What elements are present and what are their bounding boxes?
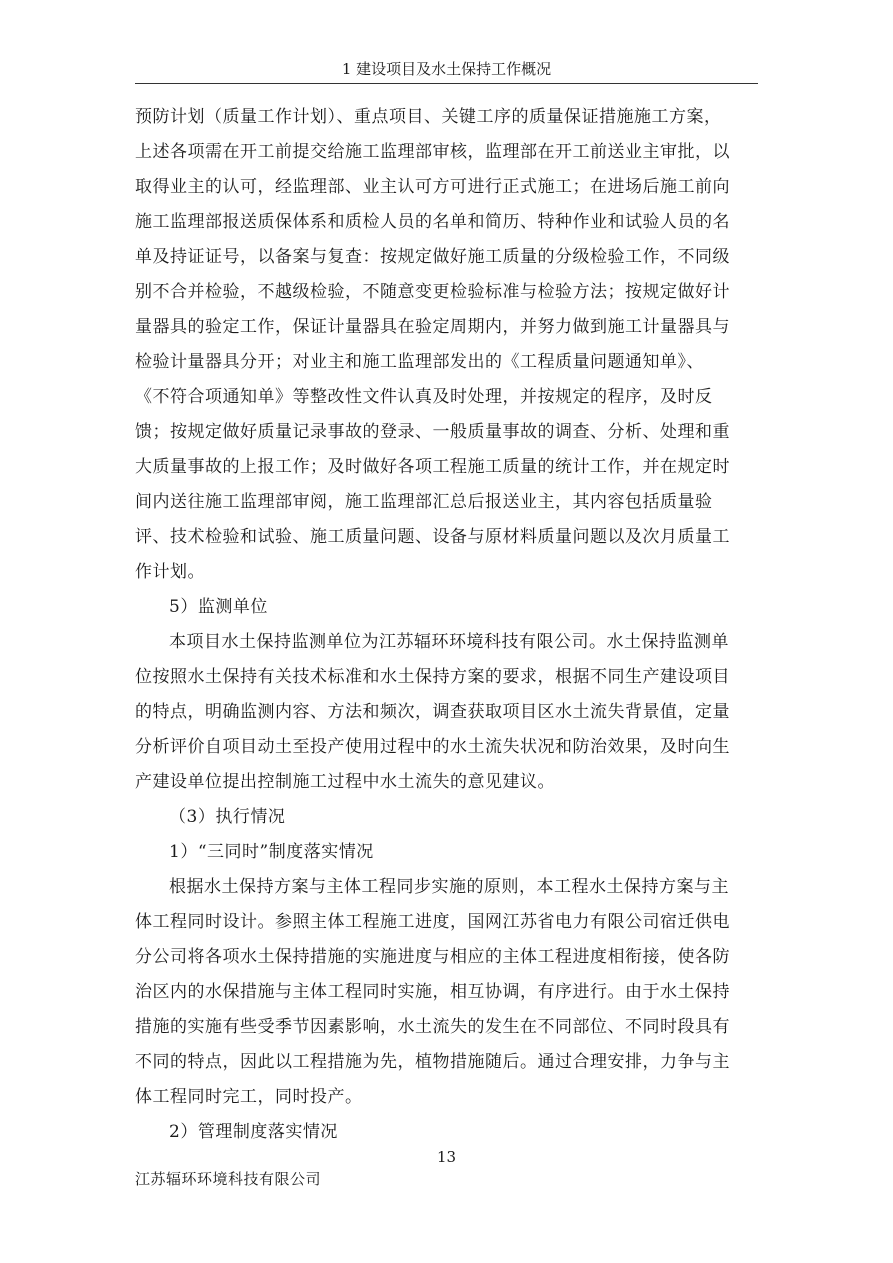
text-line: 产建设单位提出控制施工过程中水土流失的意见建议。 [135, 772, 555, 792]
text-line: 不同的特点，因此以工程措施为先，植物措施随后。通过合理安排，力争与主 [135, 1052, 730, 1072]
text-line: 别不合并检验，不越级检验，不随意变更检验标准与检验方法；按规定做好计 [135, 282, 730, 302]
text-line: 体工程同时设计。参照主体工程施工进度，国网江苏省电力有限公司宿迁供电 [135, 912, 730, 932]
text-line: 位按照水土保持有关技术标准和水土保持方案的要求，根据不同生产建设项目 [135, 667, 730, 687]
text-line: 评、技术检验和试验、施工质量问题、设备与原材料质量问题以及次月质量工 [135, 527, 730, 547]
document-body [135, 100, 765, 1150]
section-heading: 1）“三同时”制度落实情况 [169, 842, 374, 862]
page-number: 13 [436, 1148, 457, 1166]
text-line: 大质量事故的上报工作；及时做好各项工程施工质量的统计工作，并在规定时 [135, 457, 730, 477]
text-line: 根据水土保持方案与主体工程同步实施的原则，本工程水土保持方案与主 [169, 877, 729, 897]
text-line: 施工监理部报送质保体系和质检人员的名单和简历、特种作业和试验人员的名 [135, 212, 730, 232]
text-line: 作计划。 [135, 562, 205, 582]
text-line: 馈；按规定做好质量记录事故的登录、一般质量事故的调查、分析、处理和重 [135, 422, 730, 442]
header-rule [135, 83, 758, 84]
text-line: 的特点，明确监测内容、方法和频次，调查获取项目区水土流失背景值，定量 [135, 702, 730, 722]
page-header: 1 建设项目及水土保持工作概况 [341, 60, 552, 78]
text-line: 上述各项需在开工前提交给施工监理部审核，监理部在开工前送业主审批，以 [135, 142, 730, 162]
text-line: 体工程同时完工，同时投产。 [135, 1087, 363, 1107]
section-heading: 2）管理制度落实情况 [169, 1122, 338, 1142]
text-line: 措施的实施有些受季节因素影响，水土流失的发生在不同部位、不同时段具有 [135, 1017, 730, 1037]
text-line: 分析评价自项目动土至投产使用过程中的水土流失状况和防治效果，及时向生 [135, 737, 730, 757]
text-line: 分公司将各项水土保持措施的实施进度与相应的主体工程进度相衔接，使各防 [135, 947, 730, 967]
text-line: 治区内的水保措施与主体工程同时实施，相互协调，有序进行。由于水土保持 [135, 982, 730, 1002]
section-heading: （3）执行情况 [169, 807, 286, 827]
text-line: 检验计量器具分开；对业主和施工监理部发出的《工程质量问题通知单》、 [135, 352, 704, 372]
text-line: 《不符合项通知单》等整改性文件认真及时处理，并按规定的程序，及时反 [135, 387, 713, 407]
text-line: 取得业主的认可，经监理部、业主认可方可进行正式施工；在进场后施工前向 [135, 177, 730, 197]
text-line: 量器具的验定工作，保证计量器具在验定周期内，并努力做到施工计量器具与 [135, 317, 730, 337]
text-line: 预防计划（质量工作计划）、重点项目、关键工序的质量保证措施施工方案， [135, 107, 722, 127]
section-heading: 5）监测单位 [169, 597, 268, 617]
text-line: 间内送往施工监理部审阅，施工监理部汇总后报送业主，其内容包括质量验 [135, 492, 713, 512]
footer-company: 江苏辐环环境科技有限公司 [135, 1170, 322, 1188]
text-line: 单及持证证号，以备案与复查：按规定做好施工质量的分级检验工作，不同级 [135, 247, 730, 267]
text-line: 本项目水土保持监测单位为江苏辐环环境科技有限公司。水土保持监测单 [169, 632, 729, 652]
